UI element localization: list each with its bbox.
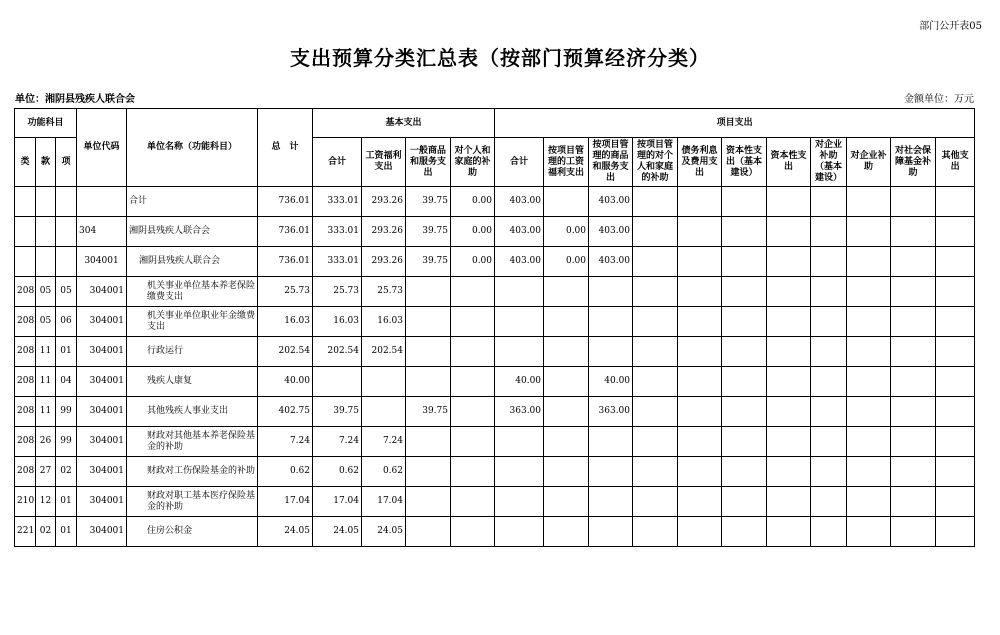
basic-wage-cell: 293.26 <box>362 247 406 277</box>
table-row <box>15 517 975 547</box>
empty-cell <box>633 187 678 217</box>
empty-cell <box>811 427 847 457</box>
project-goods-cell: 403.00 <box>589 217 633 247</box>
total-cell: 7.24 <box>258 427 313 457</box>
empty-cell <box>767 247 811 277</box>
basic-family-cell <box>451 427 495 457</box>
empty-cell <box>811 217 847 247</box>
empty-cell <box>678 367 722 397</box>
xiang-cell: 99 <box>56 397 77 427</box>
basic-wage-cell: 7.24 <box>362 427 406 457</box>
basic-sum-cell: 333.01 <box>313 187 362 217</box>
empty-cell <box>678 397 722 427</box>
basic-sum-cell: 17.04 <box>313 487 362 517</box>
basic-family-cell <box>451 487 495 517</box>
unit-code-cell <box>77 187 127 217</box>
empty-cell <box>767 337 811 367</box>
empty-cell <box>722 247 767 277</box>
empty-cell <box>811 337 847 367</box>
table-row <box>15 397 975 427</box>
project-sum-cell: 403.00 <box>495 247 544 277</box>
basic-sum-cell: 333.01 <box>313 247 362 277</box>
empty-cell <box>847 517 891 547</box>
project-goods-cell: 403.00 <box>589 247 633 277</box>
project-goods-cell <box>589 517 633 547</box>
unit-code-cell: 304 <box>77 217 127 247</box>
basic-col-header: 工资福利支出 <box>362 138 406 187</box>
lei-cell: 210 <box>15 487 36 517</box>
empty-cell <box>678 517 722 547</box>
total-cell: 202.54 <box>258 337 313 367</box>
basic-goods-cell <box>406 277 451 307</box>
project-wage-cell: 0.00 <box>544 247 589 277</box>
table-row <box>15 367 975 397</box>
project-goods-cell <box>589 487 633 517</box>
unit-code-cell: 304001 <box>77 457 127 487</box>
empty-cell <box>847 277 891 307</box>
empty-cell <box>811 367 847 397</box>
project-wage-cell <box>544 397 589 427</box>
total-cell: 0.62 <box>258 457 313 487</box>
xiang-cell <box>56 247 77 277</box>
xiang-cell: 06 <box>56 307 77 337</box>
project-sum-cell <box>495 487 544 517</box>
empty-cell <box>936 187 975 217</box>
empty-cell <box>811 277 847 307</box>
basic-sum-cell: 16.03 <box>313 307 362 337</box>
budget-table <box>14 108 975 547</box>
basic-wage-cell: 24.05 <box>362 517 406 547</box>
unit-name-cell: 行政运行 <box>127 337 258 367</box>
money-unit-label: 金额单位：万元 <box>904 94 974 105</box>
table-row <box>15 247 975 277</box>
unit-name-cell: 残疾人康复 <box>127 367 258 397</box>
page-title: 支出预算分类汇总表（按部门预算经济分类） <box>290 46 710 70</box>
xiang-cell <box>56 187 77 217</box>
total-cell: 17.04 <box>258 487 313 517</box>
project-wage-cell <box>544 457 589 487</box>
project-wage-cell <box>544 307 589 337</box>
unit-label: 单位：湘阴县残疾人联合会 <box>15 94 135 105</box>
basic-goods-cell <box>406 427 451 457</box>
empty-cell <box>633 217 678 247</box>
kuan-header: 款 <box>36 138 56 187</box>
unit-name-cell: 财政对职工基本医疗保险基金的补助 <box>127 487 258 517</box>
empty-cell <box>767 217 811 247</box>
empty-cell <box>722 217 767 247</box>
project-col-header: 资本性支出 <box>767 138 811 187</box>
empty-cell <box>936 397 975 427</box>
project-sum-cell <box>495 517 544 547</box>
empty-cell <box>633 517 678 547</box>
empty-cell <box>847 187 891 217</box>
project-col-header: 按项目管理的对个人和家庭的补助 <box>633 138 678 187</box>
project-goods-cell <box>589 307 633 337</box>
basic-col-header: 合计 <box>313 138 362 187</box>
basic-sum-cell: 39.75 <box>313 397 362 427</box>
table-row <box>15 427 975 457</box>
kuan-cell <box>36 217 56 247</box>
kuan-cell: 05 <box>36 307 56 337</box>
unit-code-cell: 304001 <box>77 427 127 457</box>
kuan-cell: 27 <box>36 457 56 487</box>
kuan-cell: 11 <box>36 367 56 397</box>
empty-cell <box>678 427 722 457</box>
project-goods-cell: 403.00 <box>589 187 633 217</box>
empty-cell <box>847 217 891 247</box>
unit-code-cell: 304001 <box>77 247 127 277</box>
project-col-header: 按项目管理的工资福利支出 <box>544 138 589 187</box>
project-sum-cell: 363.00 <box>495 397 544 427</box>
func-subject-header: 功能科目 <box>15 109 77 138</box>
kuan-cell: 12 <box>36 487 56 517</box>
basic-wage-cell: 202.54 <box>362 337 406 367</box>
empty-cell <box>811 307 847 337</box>
empty-cell <box>767 427 811 457</box>
unit-code-cell: 304001 <box>77 517 127 547</box>
basic-family-cell <box>451 367 495 397</box>
project-sum-cell <box>495 337 544 367</box>
empty-cell <box>678 487 722 517</box>
empty-cell <box>936 247 975 277</box>
basic-family-cell: 0.00 <box>451 247 495 277</box>
basic-wage-cell: 0.62 <box>362 457 406 487</box>
empty-cell <box>722 517 767 547</box>
basic-goods-cell: 39.75 <box>406 247 451 277</box>
project-col-header: 合计 <box>495 138 544 187</box>
basic-family-cell: 0.00 <box>451 217 495 247</box>
empty-cell <box>722 367 767 397</box>
empty-cell <box>633 397 678 427</box>
basic-wage-cell: 17.04 <box>362 487 406 517</box>
lei-cell: 208 <box>15 307 36 337</box>
empty-cell <box>891 277 936 307</box>
unit-name-cell: 住房公积金 <box>127 517 258 547</box>
basic-wage-cell: 25.73 <box>362 277 406 307</box>
empty-cell <box>722 487 767 517</box>
empty-cell <box>678 187 722 217</box>
project-sum-cell <box>495 307 544 337</box>
lei-cell <box>15 247 36 277</box>
empty-cell <box>936 367 975 397</box>
basic-goods-cell <box>406 367 451 397</box>
empty-cell <box>633 307 678 337</box>
unit-name-cell: 其他残疾人事业支出 <box>127 397 258 427</box>
empty-cell <box>767 487 811 517</box>
project-sum-cell <box>495 277 544 307</box>
empty-cell <box>811 517 847 547</box>
empty-cell <box>936 517 975 547</box>
basic-goods-cell <box>406 517 451 547</box>
empty-cell <box>891 427 936 457</box>
table-row <box>15 457 975 487</box>
table-row <box>15 277 975 307</box>
project-sum-cell <box>495 457 544 487</box>
empty-cell <box>891 457 936 487</box>
basic-wage-cell: 293.26 <box>362 217 406 247</box>
unit-name-cell: 机关事业单位基本养老保险缴费支出 <box>127 277 258 307</box>
basic-sum-cell: 202.54 <box>313 337 362 367</box>
lei-cell: 208 <box>15 427 36 457</box>
project-col-header: 对企业补助 <box>847 138 891 187</box>
empty-cell <box>722 457 767 487</box>
empty-cell <box>936 277 975 307</box>
xiang-cell: 01 <box>56 337 77 367</box>
empty-cell <box>678 217 722 247</box>
empty-cell <box>936 217 975 247</box>
empty-cell <box>936 427 975 457</box>
total-cell: 25.73 <box>258 277 313 307</box>
empty-cell <box>847 367 891 397</box>
basic-wage-cell: 293.26 <box>362 187 406 217</box>
empty-cell <box>811 247 847 277</box>
project-col-header: 按项目管理的商品和服务支出 <box>589 138 633 187</box>
empty-cell <box>678 457 722 487</box>
basic-header: 基本支出 <box>313 109 495 138</box>
empty-cell <box>891 367 936 397</box>
empty-cell <box>678 247 722 277</box>
empty-cell <box>847 247 891 277</box>
project-wage-cell: 0.00 <box>544 217 589 247</box>
project-col-header: 对社会保障基金补助 <box>891 138 936 187</box>
basic-goods-cell <box>406 457 451 487</box>
xiang-cell: 02 <box>56 457 77 487</box>
empty-cell <box>847 457 891 487</box>
empty-cell <box>767 517 811 547</box>
basic-goods-cell: 39.75 <box>406 217 451 247</box>
basic-family-cell <box>451 457 495 487</box>
project-wage-cell <box>544 367 589 397</box>
lei-cell: 208 <box>15 367 36 397</box>
project-goods-cell <box>589 277 633 307</box>
empty-cell <box>811 397 847 427</box>
empty-cell <box>936 457 975 487</box>
total-cell: 736.01 <box>258 187 313 217</box>
empty-cell <box>633 277 678 307</box>
xiang-header: 项 <box>56 138 77 187</box>
basic-goods-cell: 39.75 <box>406 187 451 217</box>
empty-cell <box>633 337 678 367</box>
project-wage-cell <box>544 517 589 547</box>
project-col-header: 债务利息及费用支出 <box>678 138 722 187</box>
empty-cell <box>891 187 936 217</box>
xiang-cell: 01 <box>56 487 77 517</box>
project-goods-cell <box>589 337 633 367</box>
project-wage-cell <box>544 487 589 517</box>
empty-cell <box>936 487 975 517</box>
empty-cell <box>891 247 936 277</box>
table-row <box>15 487 975 517</box>
empty-cell <box>891 517 936 547</box>
empty-cell <box>847 427 891 457</box>
table-row <box>15 337 975 367</box>
empty-cell <box>722 427 767 457</box>
total-cell: 402.75 <box>258 397 313 427</box>
unit-name-cell: 湘阴县残疾人联合会 <box>127 247 258 277</box>
kuan-cell: 05 <box>36 277 56 307</box>
unit-name-header: 单位名称（功能科目） <box>127 109 258 187</box>
empty-cell <box>633 457 678 487</box>
unit-name-cell: 合计 <box>127 187 258 217</box>
kuan-cell <box>36 187 56 217</box>
basic-wage-cell <box>362 367 406 397</box>
total-header: 总 计 <box>258 109 313 187</box>
empty-cell <box>936 337 975 367</box>
empty-cell <box>767 277 811 307</box>
basic-wage-cell: 16.03 <box>362 307 406 337</box>
lei-cell: 208 <box>15 277 36 307</box>
project-goods-cell: 40.00 <box>589 367 633 397</box>
empty-cell <box>891 217 936 247</box>
kuan-cell: 11 <box>36 337 56 367</box>
basic-family-cell <box>451 277 495 307</box>
empty-cell <box>678 337 722 367</box>
basic-family-cell <box>451 397 495 427</box>
unit-code-cell: 304001 <box>77 277 127 307</box>
table-row <box>15 307 975 337</box>
project-sum-cell: 40.00 <box>495 367 544 397</box>
empty-cell <box>767 187 811 217</box>
project-wage-cell <box>544 427 589 457</box>
unit-name-cell: 机关事业单位职业年金缴费支出 <box>127 307 258 337</box>
empty-cell <box>633 427 678 457</box>
document-tag: 部门公开表05 <box>919 21 982 32</box>
kuan-cell: 11 <box>36 397 56 427</box>
basic-goods-cell <box>406 307 451 337</box>
xiang-cell: 99 <box>56 427 77 457</box>
unit-code-cell: 304001 <box>77 307 127 337</box>
kuan-cell: 02 <box>36 517 56 547</box>
empty-cell <box>767 457 811 487</box>
kuan-cell <box>36 247 56 277</box>
basic-wage-cell <box>362 397 406 427</box>
unit-name-cell: 湘阴县残疾人联合会 <box>127 217 258 247</box>
empty-cell <box>811 457 847 487</box>
basic-goods-cell: 39.75 <box>406 397 451 427</box>
unit-name-cell: 财政对其他基本养老保险基金的补助 <box>127 427 258 457</box>
empty-cell <box>936 307 975 337</box>
unit-code-cell: 304001 <box>77 397 127 427</box>
unit-code-header: 单位代码 <box>77 109 127 187</box>
project-sum-cell: 403.00 <box>495 187 544 217</box>
empty-cell <box>722 307 767 337</box>
project-goods-cell <box>589 427 633 457</box>
unit-code-cell: 304001 <box>77 337 127 367</box>
basic-col-header: 对个人和家庭的补助 <box>451 138 495 187</box>
empty-cell <box>767 367 811 397</box>
project-goods-cell: 363.00 <box>589 397 633 427</box>
xiang-cell: 01 <box>56 517 77 547</box>
table-row <box>15 187 975 217</box>
basic-family-cell: 0.00 <box>451 187 495 217</box>
total-cell: 40.00 <box>258 367 313 397</box>
lei-cell: 208 <box>15 457 36 487</box>
lei-cell <box>15 187 36 217</box>
table-row <box>15 217 975 247</box>
project-wage-cell <box>544 277 589 307</box>
basic-sum-cell: 0.62 <box>313 457 362 487</box>
empty-cell <box>811 187 847 217</box>
xiang-cell: 04 <box>56 367 77 397</box>
lei-cell: 208 <box>15 337 36 367</box>
project-sum-cell: 403.00 <box>495 217 544 247</box>
unit-code-cell: 304001 <box>77 367 127 397</box>
project-goods-cell <box>589 457 633 487</box>
empty-cell <box>891 337 936 367</box>
basic-sum-cell: 24.05 <box>313 517 362 547</box>
project-wage-cell <box>544 187 589 217</box>
project-wage-cell <box>544 337 589 367</box>
empty-cell <box>633 487 678 517</box>
project-sum-cell <box>495 427 544 457</box>
project-header: 项目支出 <box>495 109 975 138</box>
basic-family-cell <box>451 517 495 547</box>
empty-cell <box>722 187 767 217</box>
empty-cell <box>722 277 767 307</box>
unit-name-cell: 财政对工伤保险基金的补助 <box>127 457 258 487</box>
kuan-cell: 26 <box>36 427 56 457</box>
empty-cell <box>722 397 767 427</box>
basic-sum-cell <box>313 367 362 397</box>
basic-goods-cell <box>406 337 451 367</box>
lei-cell: 208 <box>15 397 36 427</box>
empty-cell <box>678 277 722 307</box>
basic-sum-cell: 333.01 <box>313 217 362 247</box>
empty-cell <box>678 307 722 337</box>
empty-cell <box>633 367 678 397</box>
basic-col-header: 一般商品和服务支出 <box>406 138 451 187</box>
empty-cell <box>847 337 891 367</box>
basic-family-cell <box>451 307 495 337</box>
empty-cell <box>767 307 811 337</box>
project-col-header: 资本性支出（基本建设） <box>722 138 767 187</box>
lei-cell: 221 <box>15 517 36 547</box>
basic-family-cell <box>451 337 495 367</box>
unit-code-cell: 304001 <box>77 487 127 517</box>
lei-cell <box>15 217 36 247</box>
empty-cell <box>767 397 811 427</box>
xiang-cell <box>56 217 77 247</box>
project-col-header: 对企业补助（基本建设） <box>811 138 847 187</box>
empty-cell <box>891 397 936 427</box>
total-cell: 736.01 <box>258 217 313 247</box>
empty-cell <box>633 247 678 277</box>
xiang-cell: 05 <box>56 277 77 307</box>
total-cell: 736.01 <box>258 247 313 277</box>
empty-cell <box>847 307 891 337</box>
basic-goods-cell <box>406 487 451 517</box>
lei-header: 类 <box>15 138 36 187</box>
empty-cell <box>891 487 936 517</box>
empty-cell <box>811 487 847 517</box>
empty-cell <box>722 337 767 367</box>
empty-cell <box>891 307 936 337</box>
project-col-header: 其他支出 <box>936 138 975 187</box>
total-cell: 24.05 <box>258 517 313 547</box>
basic-sum-cell: 25.73 <box>313 277 362 307</box>
empty-cell <box>847 487 891 517</box>
basic-sum-cell: 7.24 <box>313 427 362 457</box>
empty-cell <box>847 397 891 427</box>
total-cell: 16.03 <box>258 307 313 337</box>
